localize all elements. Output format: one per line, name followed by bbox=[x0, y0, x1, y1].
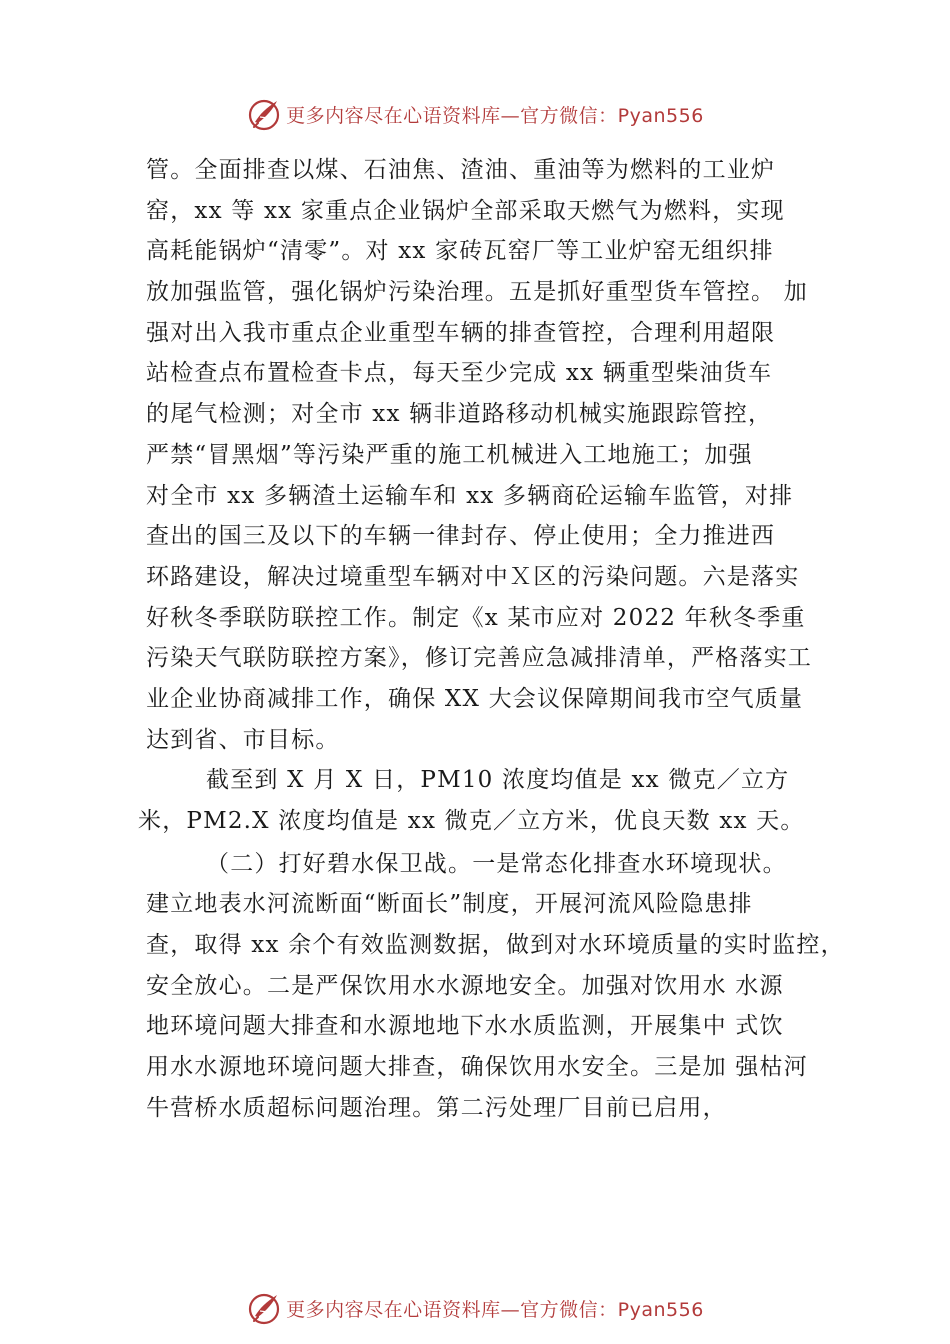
text-line: 强对出入我市重点企业重型车辆的排查管控，合理利用超限 bbox=[146, 319, 776, 346]
footer-banner bbox=[0, 1288, 950, 1328]
banner-wechat-id: Pyan556 bbox=[617, 1298, 704, 1321]
header-banner bbox=[0, 94, 950, 134]
text-line: 用水水源地环境问题大排查，确保饮用水安全。三是加 强枯河 bbox=[146, 1054, 808, 1081]
banner-wechat-id: Pyan556 bbox=[617, 104, 704, 127]
banner-label: 更多内容尽在心语资料库—官方微信： bbox=[286, 104, 618, 127]
text-line: 高耗能锅炉“清零”。对 xx 家砖瓦窑厂等工业炉窑无组织排 bbox=[146, 238, 774, 265]
text-line: 污染天气联防联控方案》，修订完善应急减排清单，严格落实工 bbox=[146, 645, 813, 672]
text-line: 站检查点布置检查卡点，每天至少完成 xx 辆重型柴油货车 bbox=[146, 360, 773, 387]
document-body bbox=[138, 150, 845, 1129]
text-line: 窑，xx 等 xx 家重点企业锅炉全部采取天燃气为燃料，实现 bbox=[146, 197, 785, 224]
text-line: 严禁“冒黑烟”等污染严重的施工机械进入工地施工；加强 bbox=[146, 441, 753, 468]
text-line: 对全市 xx 多辆渣土运输车和 xx 多辆商砼运输车监管，对排 bbox=[146, 482, 794, 509]
text-line: 好秋冬季联防联控工作。制定《x 某市应对 2022 年秋冬季重 bbox=[146, 604, 806, 631]
text-line: 地环境问题大排查和水源地地下水水质监测，开展集中 式饮 bbox=[146, 1013, 784, 1040]
text-line: 米，PM2.X 浓度均值是 xx 微克／立方米，优良天数 xx 天。 bbox=[138, 808, 805, 834]
quill-logo-icon bbox=[246, 96, 282, 132]
paragraph-start-line: 截至到 X 月 X 日，PM10 浓度均值是 xx 微克／立方 bbox=[206, 767, 790, 794]
text-line: 的尾气检测；对全市 xx 辆非道路移动机械实施跟踪管控， bbox=[146, 401, 773, 428]
text-line: 业企业协商减排工作，确保 XX 大会议保障期间我市空气质量 bbox=[146, 685, 804, 712]
text-line: 查出的国三及以下的车辆一律封存、停止使用；全力推进西 bbox=[146, 523, 776, 550]
banner-text bbox=[286, 1295, 704, 1322]
text-line: 放加强监管，强化锅炉污染治理。五是抓好重型货车管控。 加 bbox=[146, 279, 808, 306]
text-line: 环路建设，解决过境重型车辆对中Ｘ区的污染问题。六是落实 bbox=[146, 563, 800, 590]
text-line: 牛营桥水质超标问题治理。第二污处理厂目前已启用， bbox=[146, 1094, 727, 1121]
text-line: 达到省、市目标。 bbox=[146, 726, 340, 753]
text-line: 安全放心。二是严保饮用水水源地安全。加强对饮用水 水源 bbox=[146, 972, 784, 999]
banner-content bbox=[246, 96, 704, 132]
quill-logo-icon bbox=[246, 1290, 282, 1326]
text-line: 查，取得 xx 余个有效监测数据，做到对水环境质量的实时监控， bbox=[146, 932, 845, 959]
banner-text bbox=[286, 101, 704, 128]
section-heading-line: （二）打好碧水保卫战。一是常态化排查水环境现状。 bbox=[206, 850, 787, 877]
text-line: 管。全面排查以煤、石油焦、渣油、重油等为燃料的工业炉 bbox=[146, 157, 776, 183]
text-line: 建立地表水河流断面“断面长”制度，开展河流风险隐患排 bbox=[146, 891, 753, 918]
banner-label: 更多内容尽在心语资料库—官方微信： bbox=[286, 1298, 618, 1321]
banner-content bbox=[246, 1290, 704, 1326]
